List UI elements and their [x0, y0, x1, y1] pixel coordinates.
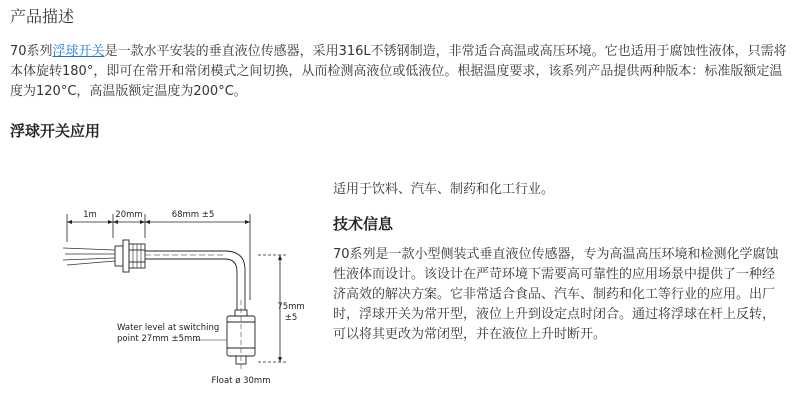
switching-note-line1: Water level at switching — [117, 323, 220, 333]
product-description — [10, 42, 790, 102]
section-heading: 浮球开关应用 — [10, 122, 101, 140]
float-label: Float ø 30mm — [211, 376, 271, 386]
float-switch-link[interactable]: 浮球开关 — [52, 44, 105, 59]
description-prefix: 70系列 — [10, 44, 53, 59]
page-title: 产品描述 — [10, 7, 75, 26]
dim-stem-label: 68mm ±5 — [171, 210, 215, 220]
tech-info-heading: 技术信息 — [333, 215, 394, 233]
tech-info-text: 70系列是一款小型侧装式垂直液位传感器，专为高温高压环境和检测化学腐蚀性液体而设计。该设计在严苛环境下需要高可靠性的应用场景中提供了一种经济高效的解决方案。它非常适合食品、汽车、制药和化工等行业的应用。出厂时，浮球开关为常开型，液位上升到设定点时闭合。通过将浮球在杆上反转，可以将其更改为常闭型，并在液位上升时断开。 — [333, 247, 779, 342]
dim-height-label: 75mm — [277, 302, 305, 312]
dim-cable-label: 1m — [83, 210, 97, 220]
description-text: 是一款水平安装的垂直液位传感器，采用316L不锈钢制造，非常适合高温或高压环境。它也适用于腐蚀性液体，只需将本体旋转180°，即可在常开和常闭模式之间切换，从而检测高液位或低液位。根据温度要求，该系列产品提供两种版本：标准版额定温度为120°C，高温版额定温度为200°C。 — [10, 44, 787, 99]
dim-fitting-label: 20mm — [115, 210, 143, 220]
switching-note-line2: point 27mm ±5mm — [117, 334, 201, 344]
applications-text: 适用于饮料、汽车、制药和化工行业。 — [333, 182, 555, 197]
dim-height-tolerance: ±5 — [284, 313, 298, 323]
float-switch-drawing — [55, 200, 325, 400]
